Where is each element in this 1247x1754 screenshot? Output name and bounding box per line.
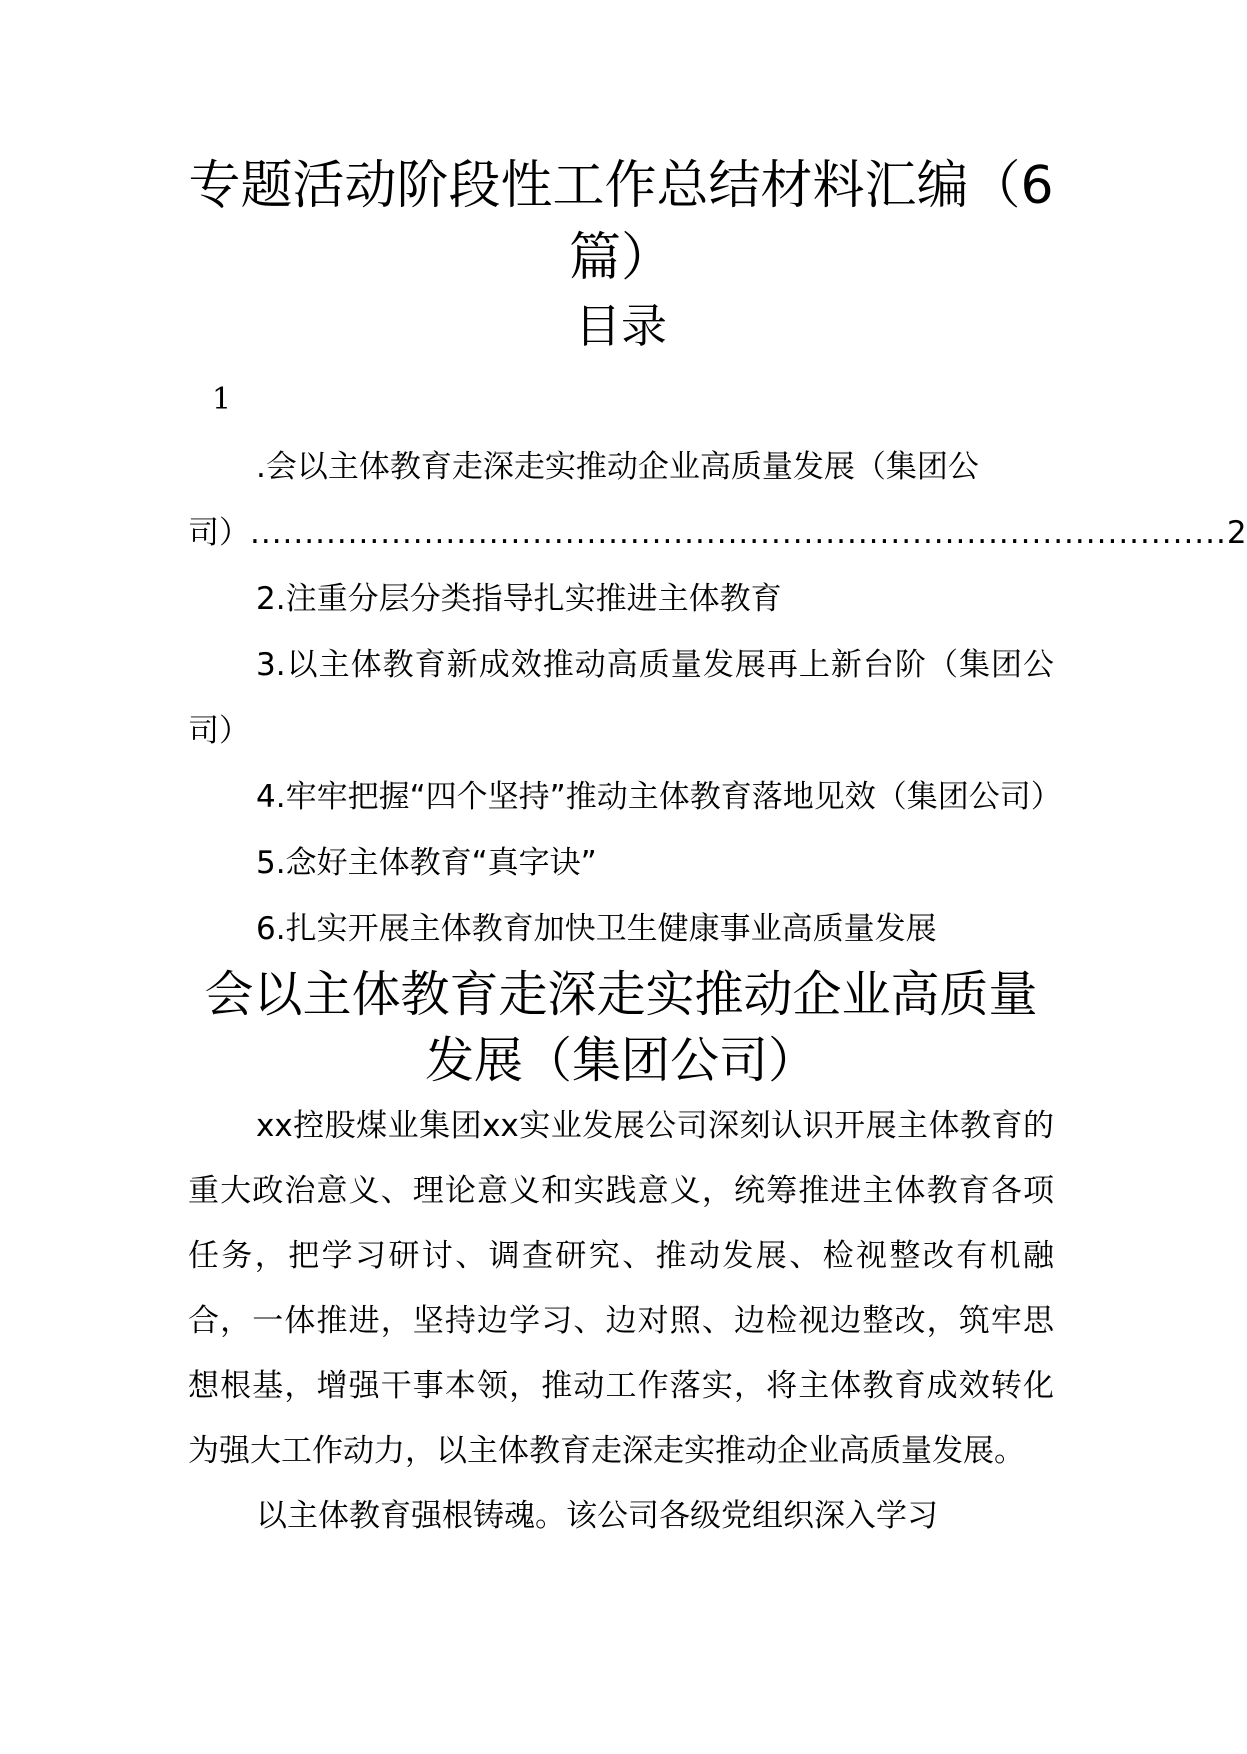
toc-item-6[interactable]: 6.扎实开展主体教育加快卫生健康事业高质量发展 [256, 911, 937, 947]
document-content [188, 150, 1247, 1549]
toc-item-1-title-end: 司） [188, 515, 250, 551]
section-title: 会以主体教育走深走实推动企业高质量发展（集团公司） [204, 966, 1038, 1089]
toc-item-5[interactable]: 5.念好主体教育“真字诀” [256, 845, 597, 881]
document-title: 专题活动阶段性工作总结材料汇编（6篇） [188, 156, 1054, 288]
toc-item-1-leader[interactable] [188, 500, 1247, 566]
toc-item-1-title: .会以主体教育走深走实推动企业高质量发展（集团公 [256, 449, 979, 485]
table-of-contents [188, 434, 1247, 962]
body-paragraph-2: 以主体教育强根铸魂。该公司各级党组织深入学习 [256, 1498, 938, 1534]
toc-item-4[interactable]: 4.牢牢把握“四个坚持”推动主体教育落地见效（集团公司） [256, 779, 1062, 815]
toc-item-3[interactable]: 3.以主体教育新成效推动高质量发展再上新台阶（集团公司） [188, 647, 1054, 749]
body-paragraph-1: xx控股煤业集团xx实业发展公司深刻认识开展主体教育的重大政治意义、理论意义和实践意义，统筹推进主体教育各项任务，把学习研讨、调查研究、推动发展、检视整改有机融合，一体推进，坚持边学习、边对照、边检视边整改，筑牢思想根基，增强干事本领，推动工作落实，将主体教育成效转化为强大工作动力，以主体教育走深走实推动企业高质量发展。 [188, 1108, 1054, 1469]
toc-number: 1 [212, 382, 232, 417]
toc-item-1-page: 2 [1226, 515, 1247, 551]
toc-leader-dots: .......................................................................................... [250, 515, 1227, 551]
toc-item-2[interactable]: 2.注重分层分类指导扎实推进主体教育 [256, 581, 782, 617]
toc-heading: 目录 [575, 299, 667, 353]
toc-item-1[interactable] [188, 434, 1054, 500]
